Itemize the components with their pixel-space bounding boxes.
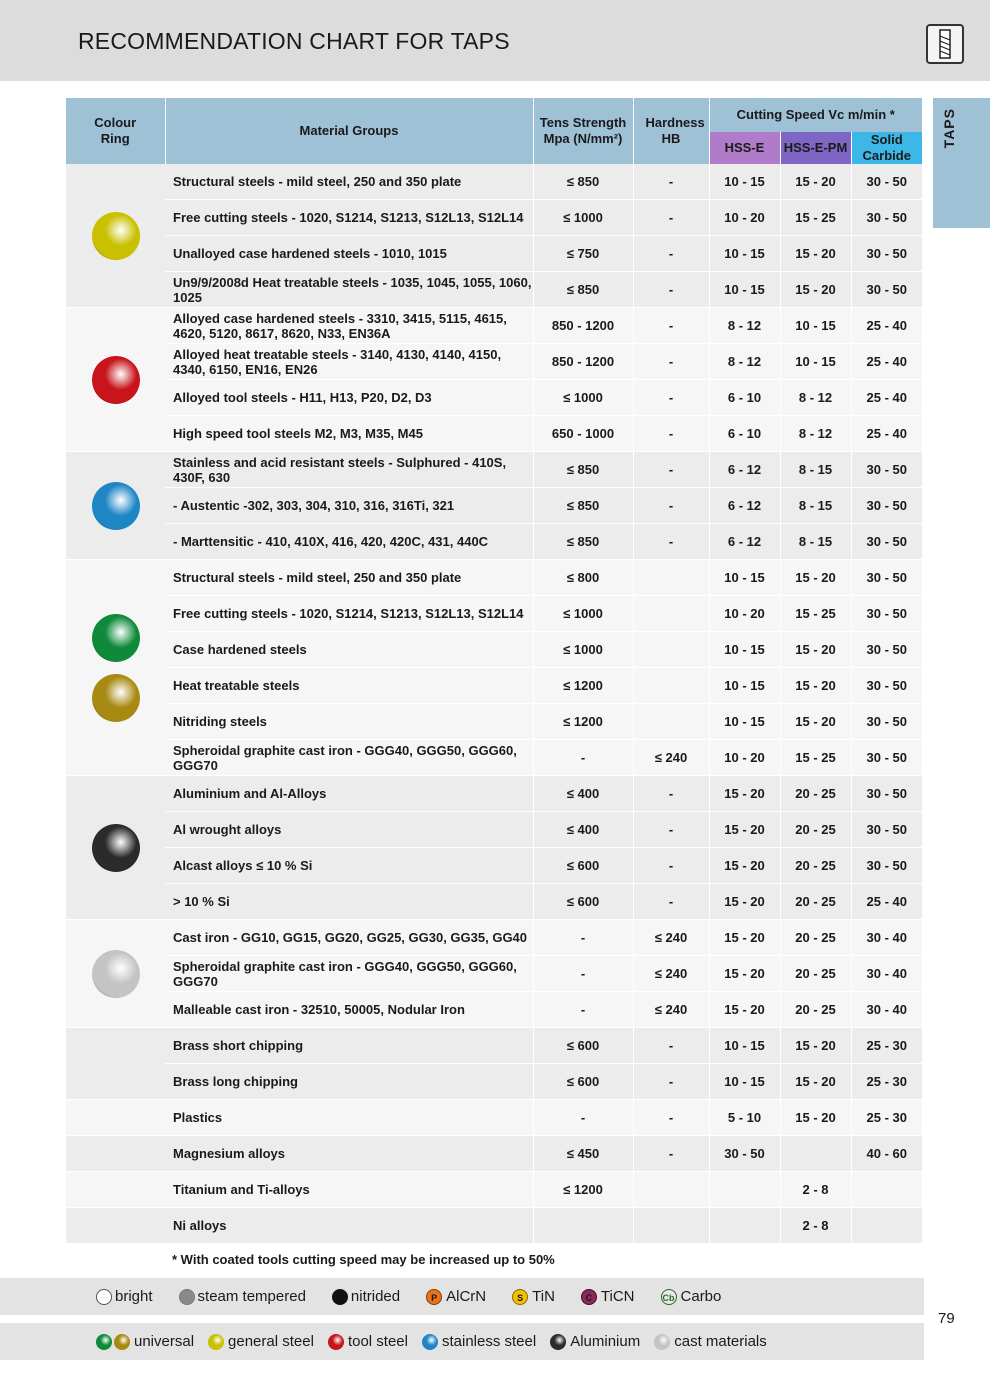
colour-ring-ball — [92, 824, 140, 872]
material-ball-icon — [654, 1334, 670, 1350]
hssepm-cell: 8 - 12 — [780, 380, 851, 416]
hardness-cell: - — [633, 380, 709, 416]
hsse-cell: 15 - 20 — [709, 884, 780, 920]
material-cell: Brass short chipping — [165, 1028, 533, 1064]
coating-swatch-icon — [96, 1289, 112, 1305]
hardness-cell: - — [633, 1136, 709, 1172]
legend-coating-item — [332, 1288, 400, 1305]
header-material-groups: Material Groups — [165, 98, 533, 164]
colour-ring-cell — [66, 776, 165, 920]
header-cutting-speed: Cutting Speed Vc m/min * — [709, 98, 922, 132]
side-tab-label: TAPS — [941, 108, 957, 149]
hssepm-cell: 15 - 20 — [780, 1100, 851, 1136]
colour-ring-cell — [66, 560, 165, 776]
hssepm-cell: 15 - 20 — [780, 1064, 851, 1100]
tens-strength-cell: ≤ 850 — [533, 164, 633, 200]
hsse-cell: 10 - 15 — [709, 164, 780, 200]
colour-ring-cell — [66, 1100, 165, 1136]
solid-carbide-cell: 30 - 50 — [851, 596, 922, 632]
footnote: * With coated tools cutting speed may be increased up to 50% — [172, 1252, 555, 1267]
table-row — [66, 1136, 922, 1172]
tens-strength-cell: - — [533, 1100, 633, 1136]
hssepm-cell: 20 - 25 — [780, 776, 851, 812]
colour-ring-cell — [66, 452, 165, 560]
tens-strength-cell: ≤ 1000 — [533, 380, 633, 416]
table-row — [66, 884, 922, 920]
hssepm-cell: 20 - 25 — [780, 956, 851, 992]
tens-strength-cell: ≤ 1000 — [533, 200, 633, 236]
hardness-cell: - — [633, 308, 709, 344]
hardness-cell: - — [633, 488, 709, 524]
hssepm-cell: 20 - 25 — [780, 992, 851, 1028]
material-cell: Alloyed case hardened steels - 3310, 3415, 5115, 4615, 4620, 5120, 8617, 8620, N33, EN36A — [165, 308, 533, 344]
material-cell: Al wrought alloys — [165, 812, 533, 848]
tens-strength-cell: ≤ 850 — [533, 488, 633, 524]
hardness-cell — [633, 704, 709, 740]
hardness-cell: - — [633, 1028, 709, 1064]
hsse-cell: 15 - 20 — [709, 956, 780, 992]
legend-material-item — [654, 1333, 767, 1350]
solid-carbide-cell: 30 - 50 — [851, 200, 922, 236]
solid-carbide-cell: 30 - 50 — [851, 452, 922, 488]
material-cell: Free cutting steels - 1020, S1214, S1213, S12L13, S12L14 — [165, 596, 533, 632]
table-row — [66, 920, 922, 956]
hssepm-cell: 2 - 8 — [780, 1208, 851, 1244]
tens-strength-cell — [533, 1208, 633, 1244]
material-cell: Alloyed tool steels - H11, H13, P20, D2, D3 — [165, 380, 533, 416]
coating-swatch-icon: C — [581, 1289, 597, 1305]
hardness-cell — [633, 1172, 709, 1208]
tens-strength-cell: ≤ 750 — [533, 236, 633, 272]
hsse-cell — [709, 1208, 780, 1244]
solid-carbide-cell: 30 - 50 — [851, 272, 922, 308]
hssepm-cell: 8 - 15 — [780, 524, 851, 560]
legend-coating-label: nitrided — [350, 1288, 401, 1305]
legend-material-item — [550, 1333, 640, 1350]
table-row — [66, 416, 922, 452]
colour-ring-ball — [92, 212, 140, 260]
tens-strength-cell: ≤ 400 — [533, 812, 633, 848]
tap-icon — [926, 24, 964, 64]
tens-strength-cell: 850 - 1200 — [533, 308, 633, 344]
tens-strength-cell: ≤ 1000 — [533, 596, 633, 632]
hardness-cell: ≤ 240 — [633, 740, 709, 776]
hsse-cell: 10 - 15 — [709, 668, 780, 704]
hardness-cell — [633, 596, 709, 632]
material-cell: - Marttensitic - 410, 410X, 416, 420, 420C, 431, 440C — [165, 524, 533, 560]
material-cell: Heat treatable steels — [165, 668, 533, 704]
hsse-cell: 6 - 12 — [709, 488, 780, 524]
material-ball-icon — [422, 1334, 438, 1350]
hardness-cell: - — [633, 344, 709, 380]
table-row — [66, 344, 922, 380]
material-cell: Aluminium and Al-Alloys — [165, 776, 533, 812]
hardness-cell: ≤ 240 — [633, 992, 709, 1028]
page-number: 79 — [938, 1310, 955, 1327]
hsse-cell: 10 - 15 — [709, 632, 780, 668]
colour-ring-cell — [66, 164, 165, 308]
material-ball-icon — [114, 1334, 130, 1350]
hssepm-cell: 15 - 25 — [780, 596, 851, 632]
header-tens-strength: Tens Strength Mpa (N/mm²) — [533, 98, 633, 164]
header-solid-carbide: Solid Carbide — [851, 132, 922, 164]
hsse-cell: 15 - 20 — [709, 812, 780, 848]
hsse-cell: 6 - 10 — [709, 416, 780, 452]
legend-coating-item — [581, 1288, 635, 1305]
tens-strength-cell: - — [533, 992, 633, 1028]
material-cell: Magnesium alloys — [165, 1136, 533, 1172]
solid-carbide-cell — [851, 1172, 922, 1208]
legend-material-label: stainless steel — [441, 1333, 537, 1350]
header-colour-ring: Colour Ring — [66, 98, 165, 164]
tens-strength-cell: - — [533, 920, 633, 956]
hsse-cell: 6 - 12 — [709, 452, 780, 488]
material-cell: Spheroidal graphite cast iron - GGG40, GGG50, GGG60, GGG70 — [165, 956, 533, 992]
hssepm-cell: 15 - 25 — [780, 740, 851, 776]
hsse-cell: 30 - 50 — [709, 1136, 780, 1172]
tens-strength-cell: ≤ 600 — [533, 848, 633, 884]
material-cell: Case hardened steels — [165, 632, 533, 668]
legend-coating-label: steam tempered — [197, 1288, 306, 1305]
hardness-cell: - — [633, 416, 709, 452]
header-hsse: HSS-E — [709, 132, 780, 164]
material-cell: Ni alloys — [165, 1208, 533, 1244]
page-header — [0, 0, 990, 81]
solid-carbide-cell: 25 - 40 — [851, 344, 922, 380]
material-cell: Alloyed heat treatable steels - 3140, 4130, 4140, 4150, 4340, 6150, EN16, EN26 — [165, 344, 533, 380]
table-row — [66, 632, 922, 668]
hsse-cell: 10 - 20 — [709, 200, 780, 236]
solid-carbide-cell: 25 - 40 — [851, 416, 922, 452]
solid-carbide-cell: 30 - 50 — [851, 524, 922, 560]
legend-coating-item — [426, 1288, 486, 1305]
material-ball-icon — [550, 1334, 566, 1350]
hardness-cell: - — [633, 272, 709, 308]
solid-carbide-cell: 25 - 30 — [851, 1028, 922, 1064]
legend-material-item — [328, 1333, 408, 1350]
table-row — [66, 956, 922, 992]
solid-carbide-cell: 25 - 30 — [851, 1100, 922, 1136]
solid-carbide-cell: 30 - 40 — [851, 992, 922, 1028]
hardness-cell: - — [633, 236, 709, 272]
legend-coating-item — [179, 1288, 306, 1305]
hardness-cell — [633, 632, 709, 668]
colour-ring-cell — [66, 1136, 165, 1172]
material-cell: Brass long chipping — [165, 1064, 533, 1100]
hardness-cell: - — [633, 884, 709, 920]
solid-carbide-cell: 30 - 40 — [851, 956, 922, 992]
table-row — [66, 200, 922, 236]
hardness-cell — [633, 668, 709, 704]
hsse-cell: 10 - 15 — [709, 236, 780, 272]
table-row — [66, 1028, 922, 1064]
legend-coating-item — [661, 1288, 722, 1305]
material-cell: Structural steels - mild steel, 250 and 350 plate — [165, 164, 533, 200]
table-row — [66, 596, 922, 632]
hardness-cell: - — [633, 1064, 709, 1100]
table-row — [66, 776, 922, 812]
hardness-cell: - — [633, 200, 709, 236]
material-cell: Unalloyed case hardened steels - 1010, 1015 — [165, 236, 533, 272]
hsse-cell: 10 - 20 — [709, 596, 780, 632]
table-row — [66, 452, 922, 488]
tens-strength-cell: ≤ 1000 — [533, 632, 633, 668]
hsse-cell: 6 - 10 — [709, 380, 780, 416]
coating-swatch-icon: Cb — [661, 1289, 677, 1305]
table-row — [66, 236, 922, 272]
hsse-cell: 8 - 12 — [709, 308, 780, 344]
table-row — [66, 1208, 922, 1244]
hardness-cell — [633, 1208, 709, 1244]
tens-strength-cell: ≤ 400 — [533, 776, 633, 812]
legend-coating-label: TiCN — [600, 1288, 635, 1305]
legend-material-label: universal — [134, 1333, 195, 1350]
tens-strength-cell: 850 - 1200 — [533, 344, 633, 380]
table-row — [66, 1172, 922, 1208]
table-row — [66, 812, 922, 848]
solid-carbide-cell: 30 - 50 — [851, 776, 922, 812]
hssepm-cell: 8 - 12 — [780, 416, 851, 452]
hssepm-cell: 15 - 20 — [780, 668, 851, 704]
table-row — [66, 992, 922, 1028]
solid-carbide-cell: 30 - 50 — [851, 236, 922, 272]
header-hssepm: HSS-E-PM — [780, 132, 851, 164]
hssepm-cell: 15 - 20 — [780, 272, 851, 308]
hssepm-cell: 2 - 8 — [780, 1172, 851, 1208]
table-row — [66, 524, 922, 560]
hsse-cell: 10 - 15 — [709, 560, 780, 596]
material-cell: Malleable cast iron - 32510, 50005, Nodular Iron — [165, 992, 533, 1028]
hssepm-cell: 15 - 20 — [780, 236, 851, 272]
legend-coating-item — [512, 1288, 555, 1305]
hardness-cell: - — [633, 1100, 709, 1136]
colour-ring-cell — [66, 920, 165, 1028]
hardness-cell — [633, 560, 709, 596]
hsse-cell: 15 - 20 — [709, 992, 780, 1028]
material-cell: Titanium and Ti-alloys — [165, 1172, 533, 1208]
legend-coating-label: Carbo — [680, 1288, 722, 1305]
hssepm-cell: 8 - 15 — [780, 488, 851, 524]
hardness-cell: - — [633, 524, 709, 560]
legend-coating-label: TiN — [532, 1288, 555, 1305]
material-cell: - Austentic -302, 303, 304, 310, 316, 316Ti, 321 — [165, 488, 533, 524]
legend-material-label: Aluminium — [570, 1333, 641, 1350]
coating-swatch-icon: S — [512, 1289, 528, 1305]
hardness-cell: ≤ 240 — [633, 920, 709, 956]
solid-carbide-cell: 30 - 50 — [851, 164, 922, 200]
solid-carbide-cell: 30 - 50 — [851, 560, 922, 596]
material-ball-icon — [96, 1334, 112, 1350]
colour-ring-ball — [92, 356, 140, 404]
hsse-cell: 5 - 10 — [709, 1100, 780, 1136]
hssepm-cell: 20 - 25 — [780, 848, 851, 884]
tens-strength-cell: ≤ 850 — [533, 524, 633, 560]
solid-carbide-cell: 30 - 40 — [851, 920, 922, 956]
table-row — [66, 380, 922, 416]
material-cell: Nitriding steels — [165, 704, 533, 740]
hssepm-cell: 20 - 25 — [780, 812, 851, 848]
material-cell: Structural steels - mild steel, 250 and 350 plate — [165, 560, 533, 596]
coating-legend — [0, 1278, 924, 1315]
table-row — [66, 488, 922, 524]
colour-ring-cell — [66, 1028, 165, 1100]
hardness-cell: ≤ 240 — [633, 956, 709, 992]
hsse-cell: 15 - 20 — [709, 920, 780, 956]
hsse-cell: 10 - 15 — [709, 272, 780, 308]
table-row — [66, 740, 922, 776]
solid-carbide-cell: 25 - 40 — [851, 884, 922, 920]
hsse-cell: 8 - 12 — [709, 344, 780, 380]
hsse-cell — [709, 1172, 780, 1208]
legend-coating-label: AlCrN — [446, 1288, 487, 1305]
material-ball-icon — [208, 1334, 224, 1350]
solid-carbide-cell — [851, 1208, 922, 1244]
colour-ring-ball — [92, 482, 140, 530]
tens-strength-cell: ≤ 850 — [533, 452, 633, 488]
solid-carbide-cell: 30 - 50 — [851, 488, 922, 524]
table-row — [66, 848, 922, 884]
colour-ring-cell — [66, 1172, 165, 1208]
legend-coating-label: bright — [115, 1288, 153, 1305]
tens-strength-cell: ≤ 450 — [533, 1136, 633, 1172]
tens-strength-cell: ≤ 1200 — [533, 668, 633, 704]
table-row — [66, 704, 922, 740]
material-legend — [0, 1323, 924, 1360]
solid-carbide-cell: 30 - 50 — [851, 740, 922, 776]
hsse-cell: 15 - 20 — [709, 848, 780, 884]
material-cell: > 10 % Si — [165, 884, 533, 920]
legend-material-label: general steel — [228, 1333, 314, 1350]
hssepm-cell: 15 - 20 — [780, 164, 851, 200]
material-cell: Stainless and acid resistant steels - Sulphured - 410S, 430F, 630 — [165, 452, 533, 488]
page-title: RECOMMENDATION CHART FOR TAPS — [78, 28, 510, 54]
table-row — [66, 272, 922, 308]
hsse-cell: 15 - 20 — [709, 776, 780, 812]
hsse-cell: 10 - 15 — [709, 1028, 780, 1064]
recommendation-table — [66, 98, 922, 1244]
material-cell: Un9/9/2008d Heat treatable steels - 1035, 1045, 1055, 1060, 1025 — [165, 272, 533, 308]
material-cell: Free cutting steels - 1020, S1214, S1213, S12L13, S12L14 — [165, 200, 533, 236]
hardness-cell: - — [633, 848, 709, 884]
solid-carbide-cell: 30 - 50 — [851, 812, 922, 848]
hardness-cell: - — [633, 164, 709, 200]
material-ball-icon — [328, 1334, 344, 1350]
tens-strength-cell: ≤ 1200 — [533, 1172, 633, 1208]
table-row — [66, 1100, 922, 1136]
material-cell: Cast iron - GG10, GG15, GG20, GG25, GG30, GG35, GG40 — [165, 920, 533, 956]
hssepm-cell: 8 - 15 — [780, 452, 851, 488]
legend-material-label: cast materials — [674, 1333, 767, 1350]
tens-strength-cell: 650 - 1000 — [533, 416, 633, 452]
solid-carbide-cell: 30 - 50 — [851, 848, 922, 884]
hsse-cell: 10 - 20 — [709, 740, 780, 776]
legend-material-label: tool steel — [347, 1333, 408, 1350]
table-body — [66, 164, 922, 1244]
solid-carbide-cell: 30 - 50 — [851, 668, 922, 704]
tens-strength-cell: ≤ 600 — [533, 1064, 633, 1100]
hssepm-cell: 10 - 15 — [780, 308, 851, 344]
material-cell: Spheroidal graphite cast iron - GGG40, GGG50, GGG60, GGG70 — [165, 740, 533, 776]
coating-swatch-icon — [332, 1289, 348, 1305]
legend-material-item — [208, 1333, 314, 1350]
colour-ring-ball — [92, 674, 140, 722]
table-row — [66, 560, 922, 596]
solid-carbide-cell: 25 - 30 — [851, 1064, 922, 1100]
table-row — [66, 1064, 922, 1100]
side-tab-taps — [933, 98, 990, 228]
legend-material-item — [422, 1333, 536, 1350]
table-row — [66, 164, 922, 200]
hardness-cell: - — [633, 452, 709, 488]
table-row — [66, 308, 922, 344]
hssepm-cell: 15 - 20 — [780, 1028, 851, 1064]
solid-carbide-cell: 25 - 40 — [851, 380, 922, 416]
hssepm-cell — [780, 1136, 851, 1172]
material-cell: Plastics — [165, 1100, 533, 1136]
coating-swatch-icon: P — [426, 1289, 442, 1305]
solid-carbide-cell: 30 - 50 — [851, 704, 922, 740]
hardness-cell: - — [633, 812, 709, 848]
table-row — [66, 668, 922, 704]
tens-strength-cell: ≤ 600 — [533, 1028, 633, 1064]
solid-carbide-cell: 30 - 50 — [851, 632, 922, 668]
solid-carbide-cell: 25 - 40 — [851, 308, 922, 344]
hsse-cell: 6 - 12 — [709, 524, 780, 560]
colour-ring-cell — [66, 1208, 165, 1244]
hssepm-cell: 15 - 25 — [780, 200, 851, 236]
colour-ring-cell — [66, 308, 165, 452]
material-cell: High speed tool steels M2, M3, M35, M45 — [165, 416, 533, 452]
legend-material-item — [96, 1333, 194, 1350]
tens-strength-cell: - — [533, 740, 633, 776]
hssepm-cell: 15 - 20 — [780, 704, 851, 740]
hssepm-cell: 15 - 20 — [780, 560, 851, 596]
coating-swatch-icon — [179, 1289, 195, 1305]
material-cell: Alcast alloys ≤ 10 % Si — [165, 848, 533, 884]
hssepm-cell: 15 - 20 — [780, 632, 851, 668]
hardness-cell: - — [633, 776, 709, 812]
tens-strength-cell: - — [533, 956, 633, 992]
colour-ring-ball — [92, 950, 140, 998]
hssepm-cell: 20 - 25 — [780, 884, 851, 920]
tens-strength-cell: ≤ 1200 — [533, 704, 633, 740]
colour-ring-ball — [92, 614, 140, 662]
hssepm-cell: 10 - 15 — [780, 344, 851, 380]
hsse-cell: 10 - 15 — [709, 1064, 780, 1100]
tens-strength-cell: ≤ 850 — [533, 272, 633, 308]
legend-coating-item — [96, 1288, 153, 1305]
hssepm-cell: 20 - 25 — [780, 920, 851, 956]
solid-carbide-cell: 40 - 60 — [851, 1136, 922, 1172]
header-hardness: Hardness HB — [633, 98, 709, 164]
hsse-cell: 10 - 15 — [709, 704, 780, 740]
tens-strength-cell: ≤ 800 — [533, 560, 633, 596]
tens-strength-cell: ≤ 600 — [533, 884, 633, 920]
